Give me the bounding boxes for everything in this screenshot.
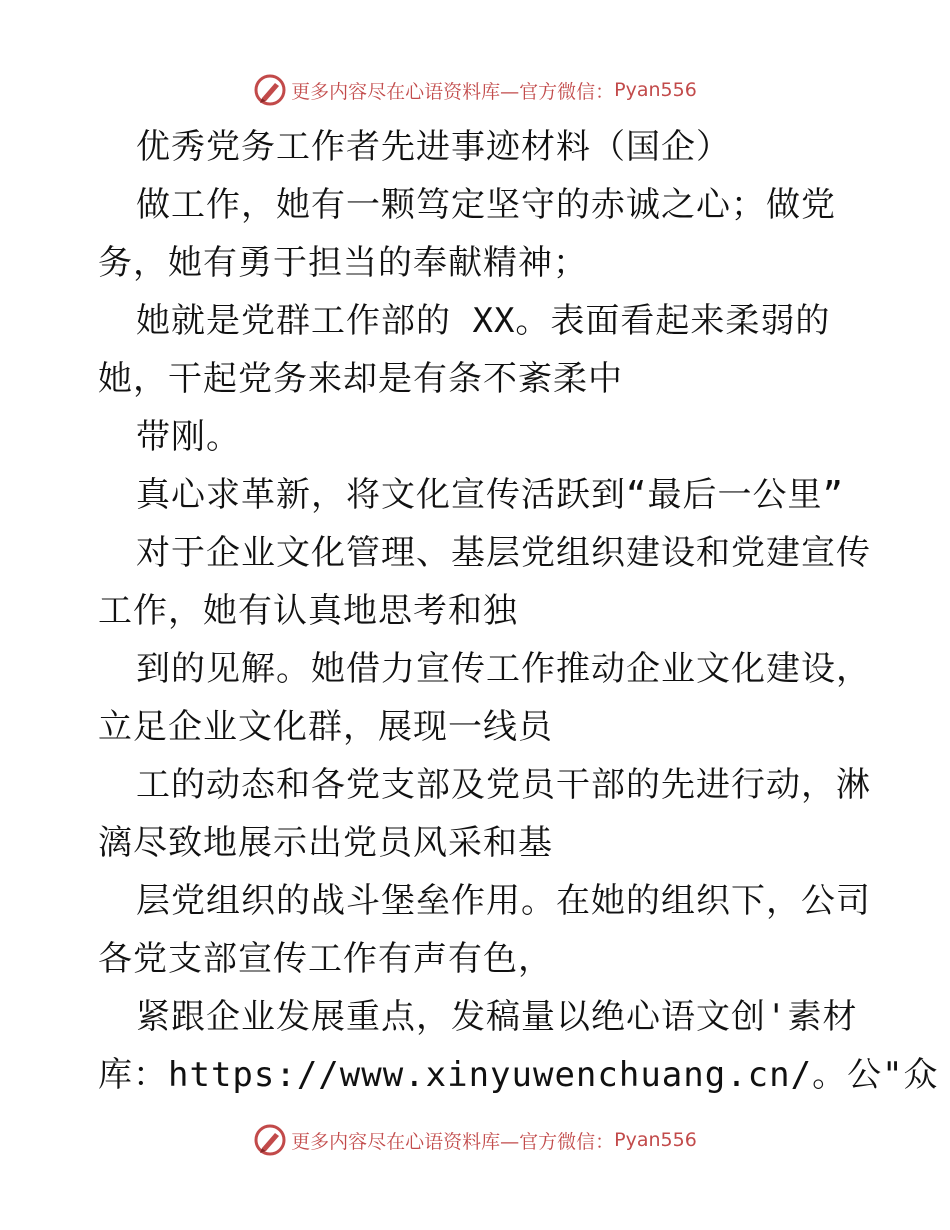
text-line: 漓尽致地展示出党员风采和基 xyxy=(98,823,553,863)
text-line: 到的见解。她借力宣传工作推动企业文化建设， xyxy=(136,649,871,689)
text-line: 对于企业文化管理、基层党组织建设和党建宣传 xyxy=(136,533,871,573)
watermark-text: 更多内容尽在心语资料库—官方微信： xyxy=(291,1130,615,1153)
text-line: 务，她有勇于担当的奉献精神； xyxy=(98,243,588,283)
text-line: 立足企业文化群，展现一线员 xyxy=(98,707,553,747)
text-line: 她，干起党务来却是有条不紊柔中 xyxy=(98,359,623,399)
text-line: 她就是党群工作部的 XX。表面看起来柔弱的 xyxy=(136,301,831,341)
watermark-text: 更多内容尽在心语资料库—官方微信： xyxy=(291,80,615,103)
text-line: 做工作，她有一颗笃定坚守的赤诚之心；做党 xyxy=(136,185,836,225)
document-body xyxy=(98,118,939,1104)
pen-logo-icon xyxy=(253,1123,287,1157)
text-line: 带刚。 xyxy=(136,417,241,457)
text-line: 层党组织的战斗堡垒作用。在她的组织下，公司 xyxy=(136,881,871,921)
text-line: 紧跟企业发展重点，发稿量以绝心语文创'素材 xyxy=(136,997,858,1037)
text-line: 库：https://www.xinyuwenchuang.cn/。公"众 xyxy=(98,1055,939,1095)
watermark-handle: Pyan556 xyxy=(614,79,697,101)
pen-logo-icon xyxy=(253,73,287,107)
watermark-footer xyxy=(0,1120,950,1160)
text-line: 各党支部宣传工作有声有色， xyxy=(98,939,553,979)
watermark-handle: Pyan556 xyxy=(614,1129,697,1151)
text-line: 工的动态和各党支部及党员干部的先进行动，淋 xyxy=(136,765,871,805)
text-line: 优秀党务工作者先进事迹材料（国企） xyxy=(136,127,731,167)
watermark-header xyxy=(0,70,950,110)
text-line: 真心求革新，将文化宣传活跃到“最后一公里” xyxy=(136,475,844,515)
text-line: 工作，她有认真地思考和独 xyxy=(98,591,518,631)
